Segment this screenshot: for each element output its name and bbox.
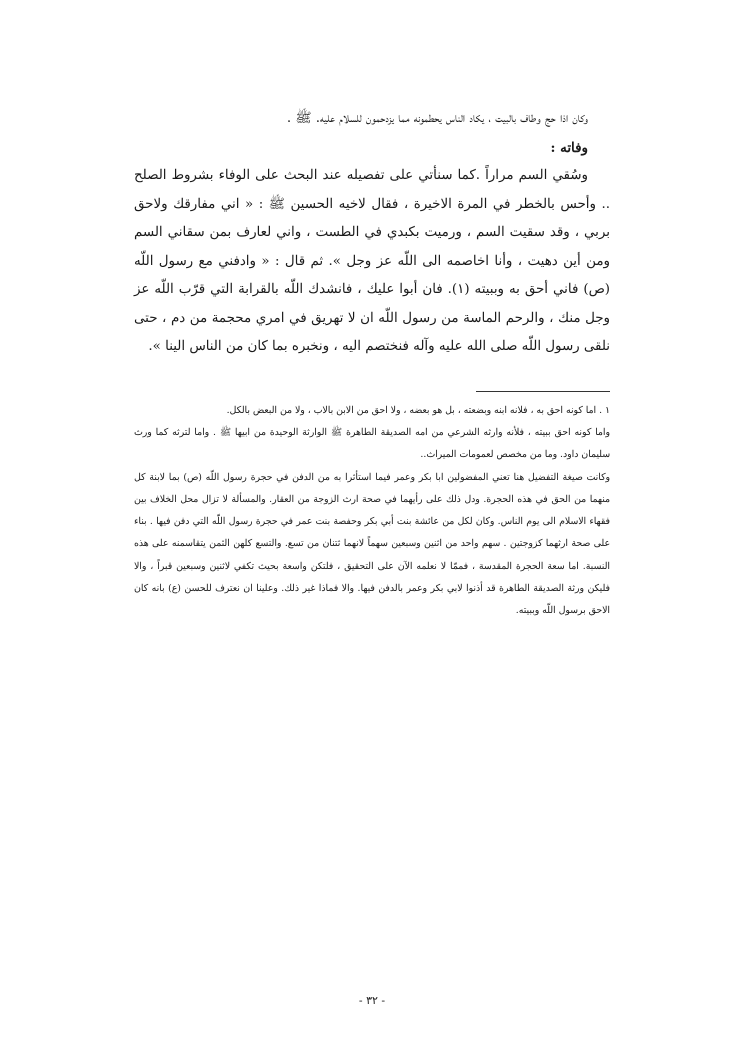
paragraph-pilgrimage: وكان اذا حج وطاف بالبيت ، يكاد الناس يحطمونه مما يزدحمون للسلام عليه. ﷺ . [286, 111, 588, 126]
footnote-divider [476, 391, 610, 392]
footnote-inheritance: واما كونه احق ببيته ، فلأنه وارثه الشرعي من امه الصديقة الطاهرة ﷺ الوارثة الوحيدة من ابيها ﷺ . واما لترثه كما ورث سليمان داود. وما من مخصص لعمومات الميراث.. [134, 427, 610, 461]
paragraph-poisoning: وسُقي السم مراراً .كما سنأتي على تفصيله عند البحث على الوفاء بشروط الصلح .. وأحس بالخطر في المرة الاخيرة ، فقال لاخيه الحسين ﷺ : « اني مفارقك ولاحق بربي ، وقد سقيت السم ، ورميت بكبدي في الطست ، واني لعارف بمن سقاني السم ومن أين دهيت ، وأنا اخاصمه الى اللّه عز وجل ». ثم قال : « وادفني مع رسول اللّه (ص) فاني أحق به وببيته (١). فان أبوا عليك ، فانشدك اللّه بالقرابة التي قرّب اللّه عز وجل منك ، والرحم الماسة من رسول اللّه ان لا تهريق في امري محجمة من دم ، حتى نلقى رسول اللّه صلى الله عليه وآله فنختصم اليه ، ونخبره بما كان من الناس الينا ». [134, 168, 610, 354]
section-heading-death: وفاته : [550, 139, 588, 156]
main-text-block [134, 105, 610, 362]
footnotes-block [134, 400, 610, 623]
page-number: - ٣٢ - [358, 994, 386, 1007]
footnote-burial-chamber: وكانت صيغة التفضيل هنا تعني المفضولين ابا بكر وعمر فيما استأثرا به من الدفن في حجرة رسول اللّه (ص) بما لابنة كل منهما من الحق في هذه الحجرة. ودل ذلك على رأيهما في صحة ارث الزوجة من العقار. والمسألة لا تزال محل الخلاف بين فقهاء الاسلام الى يوم الناس. وكان لكل من عائشة بنت أبي بكر وحفصة بنت عمر في حجرة رسول اللّه التي دفن فيها . بناء على صحة ارثهما كزوجتين . سهم واحد من اثنين وسبعين سهماً لانهما ثتنان من تسع. والتسع كلهن الثمن يتقاسمنه على هذه النسبة. اما سعة الحجرة المقدسة ، فممّا لا نعلمه الآن على التحقيق ، فلتكن واسعة بحيث تكفي لاثنين وسبعين قبراً ، والا فليكن ورثة الصديقة الطاهرة قد أذنوا لابي بكر وعمر بالدفن فيها. والا فماذا غير ذلك. وعلينا ان نعترف للحسن (ع) بانه كان الاحق برسول اللّه وببيته. [134, 471, 610, 617]
footnote-1: ١ . اما كونه احق به ، فلانه ابنه وبضعته ، بل هو بعضه ، ولا احق من الابن بالاب ، ولا من البعض بالكل. [226, 405, 610, 416]
